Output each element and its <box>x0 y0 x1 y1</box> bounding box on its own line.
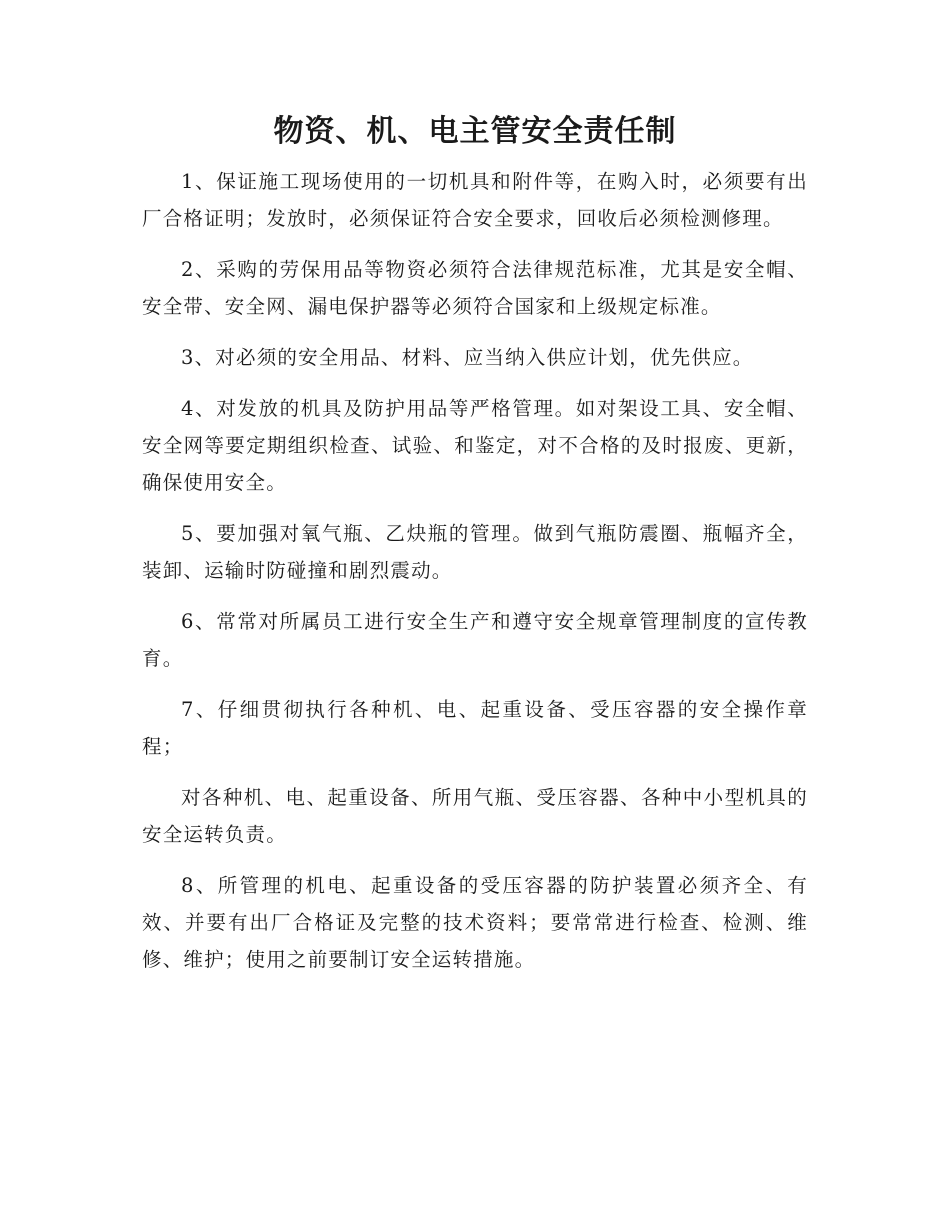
paragraph-1: 1、保证施工现场使用的一切机具和附件等，在购入时，必须要有出厂合格证明；发放时，必须保证符合安全要求，回收后必须检测修理。 <box>142 170 808 230</box>
document-title: 物资、机、电主管安全责任制 <box>273 114 677 149</box>
paragraph-6: 6、常常对所属员工进行安全生产和遵守安全规章管理制度的宣传教育。 <box>142 610 808 670</box>
paragraph-7-continued: 对各种机、电、起重设备、所用气瓶、受压容器、各种中小型机具的安全运转负责。 <box>142 786 808 846</box>
document-body <box>142 163 808 992</box>
paragraph-3: 3、对必须的安全用品、材料、应当纳入供应计划，优先供应。 <box>181 346 754 369</box>
paragraph-8: 8、所管理的机电、起重设备的受压容器的防护装置必须齐全、有效、并要有出厂合格证及完整的技术资料；要常常进行检查、检测、维修、维护；使用之前要制订安全运转措施。 <box>142 874 808 971</box>
paragraph-7: 7、仔细贯彻执行各种机、电、起重设备、受压容器的安全操作章程； <box>142 698 808 758</box>
paragraph-4: 4、对发放的机具及防护用品等严格管理。如对架设工具、安全帽、安全网等要定期组织检查、试验、和鉴定，对不合格的及时报废、更新，确保使用安全。 <box>142 397 808 494</box>
paragraph-5: 5、要加强对氧气瓶、乙炔瓶的管理。做到气瓶防震圈、瓶幅齐全，装卸、运输时防碰撞和剧烈震动。 <box>142 522 808 582</box>
paragraph-2: 2、采购的劳保用品等物资必须符合法律规范标准，尤其是安全帽、安全带、安全网、漏电保护器等必须符合国家和上级规定标准。 <box>142 258 808 318</box>
